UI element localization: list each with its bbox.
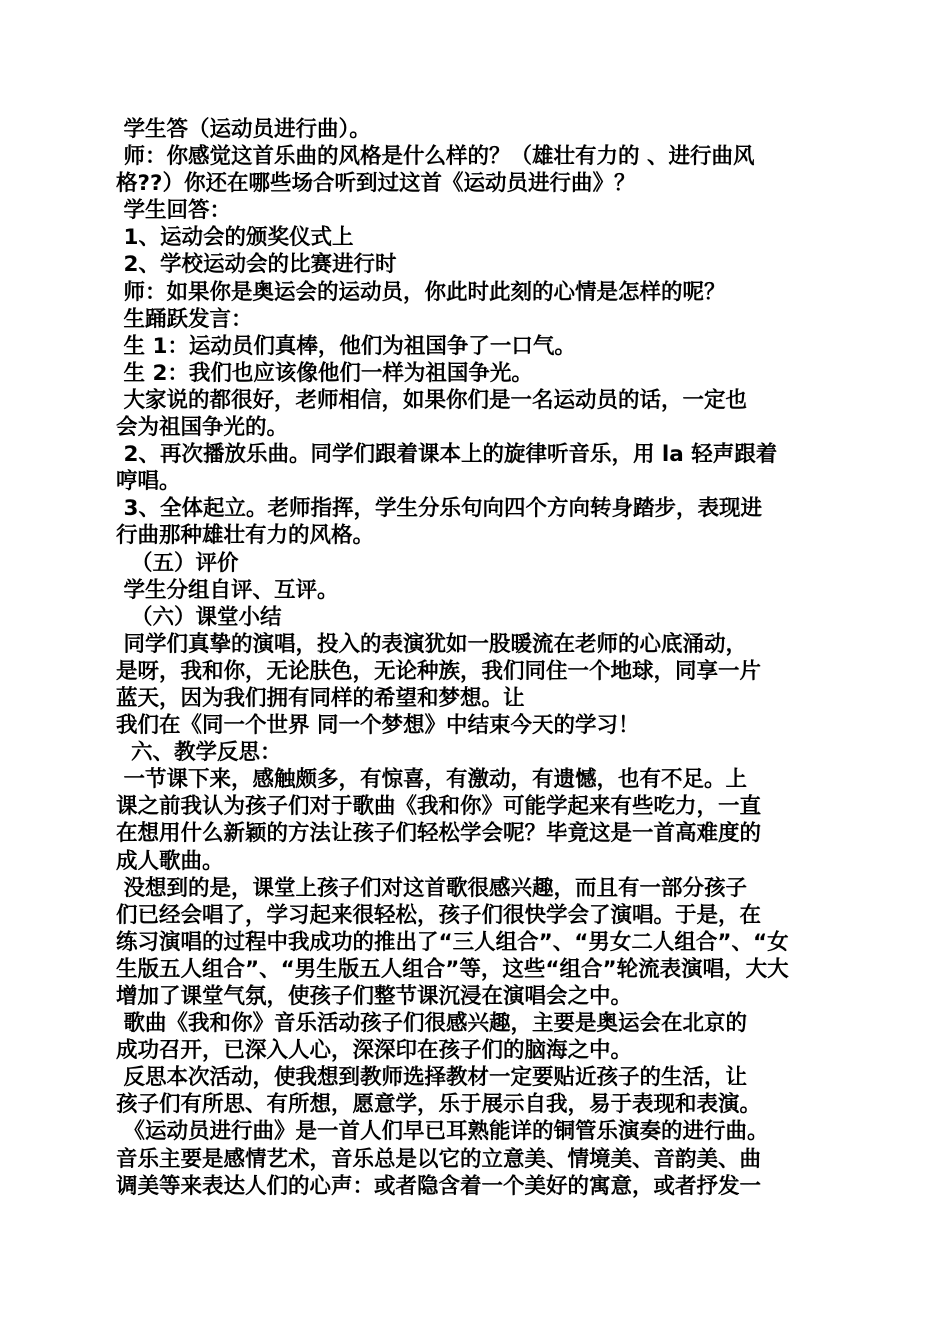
- text-line: 练习演唱的过程中我成功的推出了“三人组合”、“男女二人组合”、“女: [116, 929, 789, 955]
- text-line: 会为祖国争光的。: [116, 415, 289, 441]
- text-line: 学生答（运动员进行曲）。: [116, 117, 371, 142]
- text-line: 们已经会唱了，学习起来很轻松，孩子们很快学会了演唱。于是，在: [116, 902, 762, 928]
- text-line: 哼唱。: [116, 469, 181, 495]
- text-line: 成功召开，已深入人心，深深印在孩子们的脑海之中。: [116, 1038, 633, 1064]
- text-line: 反思本次活动，使我想到教师选择教材一定要贴近孩子的生活，让: [116, 1065, 747, 1091]
- text-line: 3、全体起立。老师指挥，学生分乐句向四个方向转身踏步，表现进: [116, 496, 762, 522]
- text-line: 音乐主要是感情艺术，音乐总是以它的立意美、情境美、音韵美、曲: [116, 1146, 762, 1172]
- text-line: 增加了课堂气氛，使孩子们整节课沉浸在演唱会之中。: [116, 984, 633, 1009]
- text-line: 生 2：我们也应该像他们一样为祖国争光。: [116, 360, 533, 386]
- text-line: 1、运动会的颁奖仪式上: [116, 225, 354, 251]
- section-heading: 六、教学反思：: [116, 740, 282, 766]
- text-line: 课之前我认为孩子们对于歌曲《我和你》可能学起来有些吃力，一直: [116, 794, 762, 820]
- text-line: 是呀，我和你，无论肤色，无论种族，我们同住一个地球，同享一片: [116, 658, 762, 684]
- text-line: 歌曲《我和你》音乐活动孩子们很感兴趣，主要是奥运会在北京的: [116, 1011, 747, 1037]
- text-line: 师：如果你是奥运会的运动员，你此时此刻的心情是怎样的呢？: [116, 279, 726, 305]
- text-line: 格??）你还在哪些场合听到过这首《运动员进行曲》？: [116, 171, 636, 197]
- section-heading: （六）课堂小结: [116, 604, 282, 630]
- text-line: 行曲那种雄壮有力的风格。: [116, 523, 375, 549]
- document-body: [116, 116, 836, 1200]
- text-line: 生踊跃发言：: [116, 306, 253, 332]
- text-line: 我们在《同一个世界 同一个梦想》中结束今天的学习！: [116, 713, 640, 739]
- text-line: 2、再次播放乐曲。同学们跟着课本上的旋律听音乐，用 la 轻声跟着: [116, 442, 778, 468]
- text-line: 在想用什么新颖的方法让孩子们轻松学会呢？毕竟这是一首高难度的: [116, 821, 762, 847]
- section-heading: （五）评价: [116, 550, 239, 576]
- text-line: 学生回答：: [116, 198, 231, 224]
- text-line: 成人歌曲。: [116, 848, 224, 874]
- text-line: 生 1：运动员们真棒，他们为祖国争了一口气。: [116, 333, 576, 359]
- text-line: 没想到的是，课堂上孩子们对这首歌很感兴趣，而且有一部分孩子: [116, 875, 747, 901]
- text-line: 学生分组自评、互评。: [116, 577, 339, 603]
- text-line: 孩子们有所思、有所想，愿意学，乐于展示自我，易于表现和表演。: [116, 1092, 762, 1118]
- text-line: 师：你感觉这首乐曲的风格是什么样的？（雄壮有力的 、进行曲风: [116, 144, 755, 170]
- text-line: 一节课下来，感触颇多，有惊喜，有激动，有遗憾，也有不足。上: [116, 767, 747, 793]
- text-line: 《运动员进行曲》是一首人们早已耳熟能详的铜管乐演奏的进行曲。: [116, 1119, 769, 1145]
- text-line: 调美等来表达人们的心声：或者隐含着一个美好的寓意，或者抒发一: [116, 1173, 762, 1199]
- text-line: 生版五人组合”、“男生版五人组合”等，这些“组合”轮流表演唱，大大: [116, 956, 789, 982]
- text-line: 蓝天，因为我们拥有同样的希望和梦想。让: [116, 685, 525, 711]
- text-line: 大家说的都很好，老师相信，如果你们是一名运动员的话，一定也: [116, 387, 747, 413]
- text-line: 同学们真挚的演唱，投入的表演犹如一股暖流在老师的心底涌动，: [116, 631, 747, 657]
- text-line: 2、学校运动会的比赛进行时: [116, 252, 397, 278]
